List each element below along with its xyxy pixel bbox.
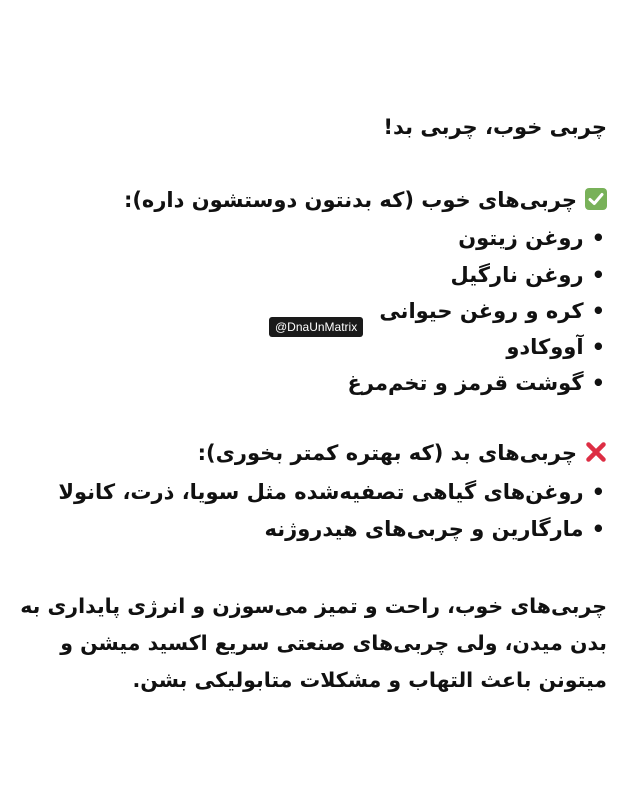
summary-line: میتونن باعث التهاب و مشکلات متابولیکی بشن.: [132, 668, 607, 692]
list-item-text: روغن‌های گیاهی تصفیه‌شده مثل سویا، ذرت، کانولا: [58, 480, 584, 504]
bullet: •: [591, 335, 605, 359]
summary-line: بدن میدن، ولی چربی‌های صنعتی سریع اکسید میشن و: [60, 631, 607, 655]
list-item: [506, 332, 605, 362]
summary-paragraph: [20, 588, 607, 699]
list-item: [348, 368, 605, 398]
bullet: •: [591, 371, 605, 395]
list-item-text: گوشت قرمز و تخم‌مرغ: [347, 371, 584, 395]
summary-line: چربی‌های خوب، راحت و تمیز می‌سوزن و انرژی پایداری به: [20, 594, 607, 618]
list-item: [379, 296, 605, 326]
list-item: [264, 514, 605, 544]
watermark-label: @DnaUnMatrix: [269, 317, 363, 337]
good-fats-heading: [124, 185, 607, 215]
good-fats-heading-text: چربی‌های خوب (که بدنتون دوستشون داره):: [123, 188, 577, 212]
bad-fats-heading-text: چربی‌های بد (که بهتره کمتر بخوری):: [197, 441, 577, 465]
bullet: •: [591, 263, 605, 287]
list-item-text: مارگارین و چربی‌های هیدروژنه: [264, 517, 584, 541]
list-item-text: آووکادو: [506, 335, 584, 359]
bullet: •: [591, 517, 605, 541]
bullet: •: [591, 226, 605, 250]
list-item-text: کره و روغن حیوانی: [379, 299, 584, 323]
bullet: •: [591, 299, 605, 323]
bullet: •: [591, 480, 605, 504]
list-item: [450, 260, 605, 290]
list-item-text: روغن زیتون: [458, 226, 584, 250]
list-item-text: روغن نارگیل: [450, 263, 584, 287]
bad-fats-heading: [198, 438, 607, 468]
post-title: چربی خوب، چربی بد!: [383, 115, 607, 139]
check-mark-icon: [585, 188, 607, 210]
list-item: [458, 223, 605, 253]
list-item: [58, 477, 605, 507]
cross-mark-icon: [585, 441, 607, 463]
